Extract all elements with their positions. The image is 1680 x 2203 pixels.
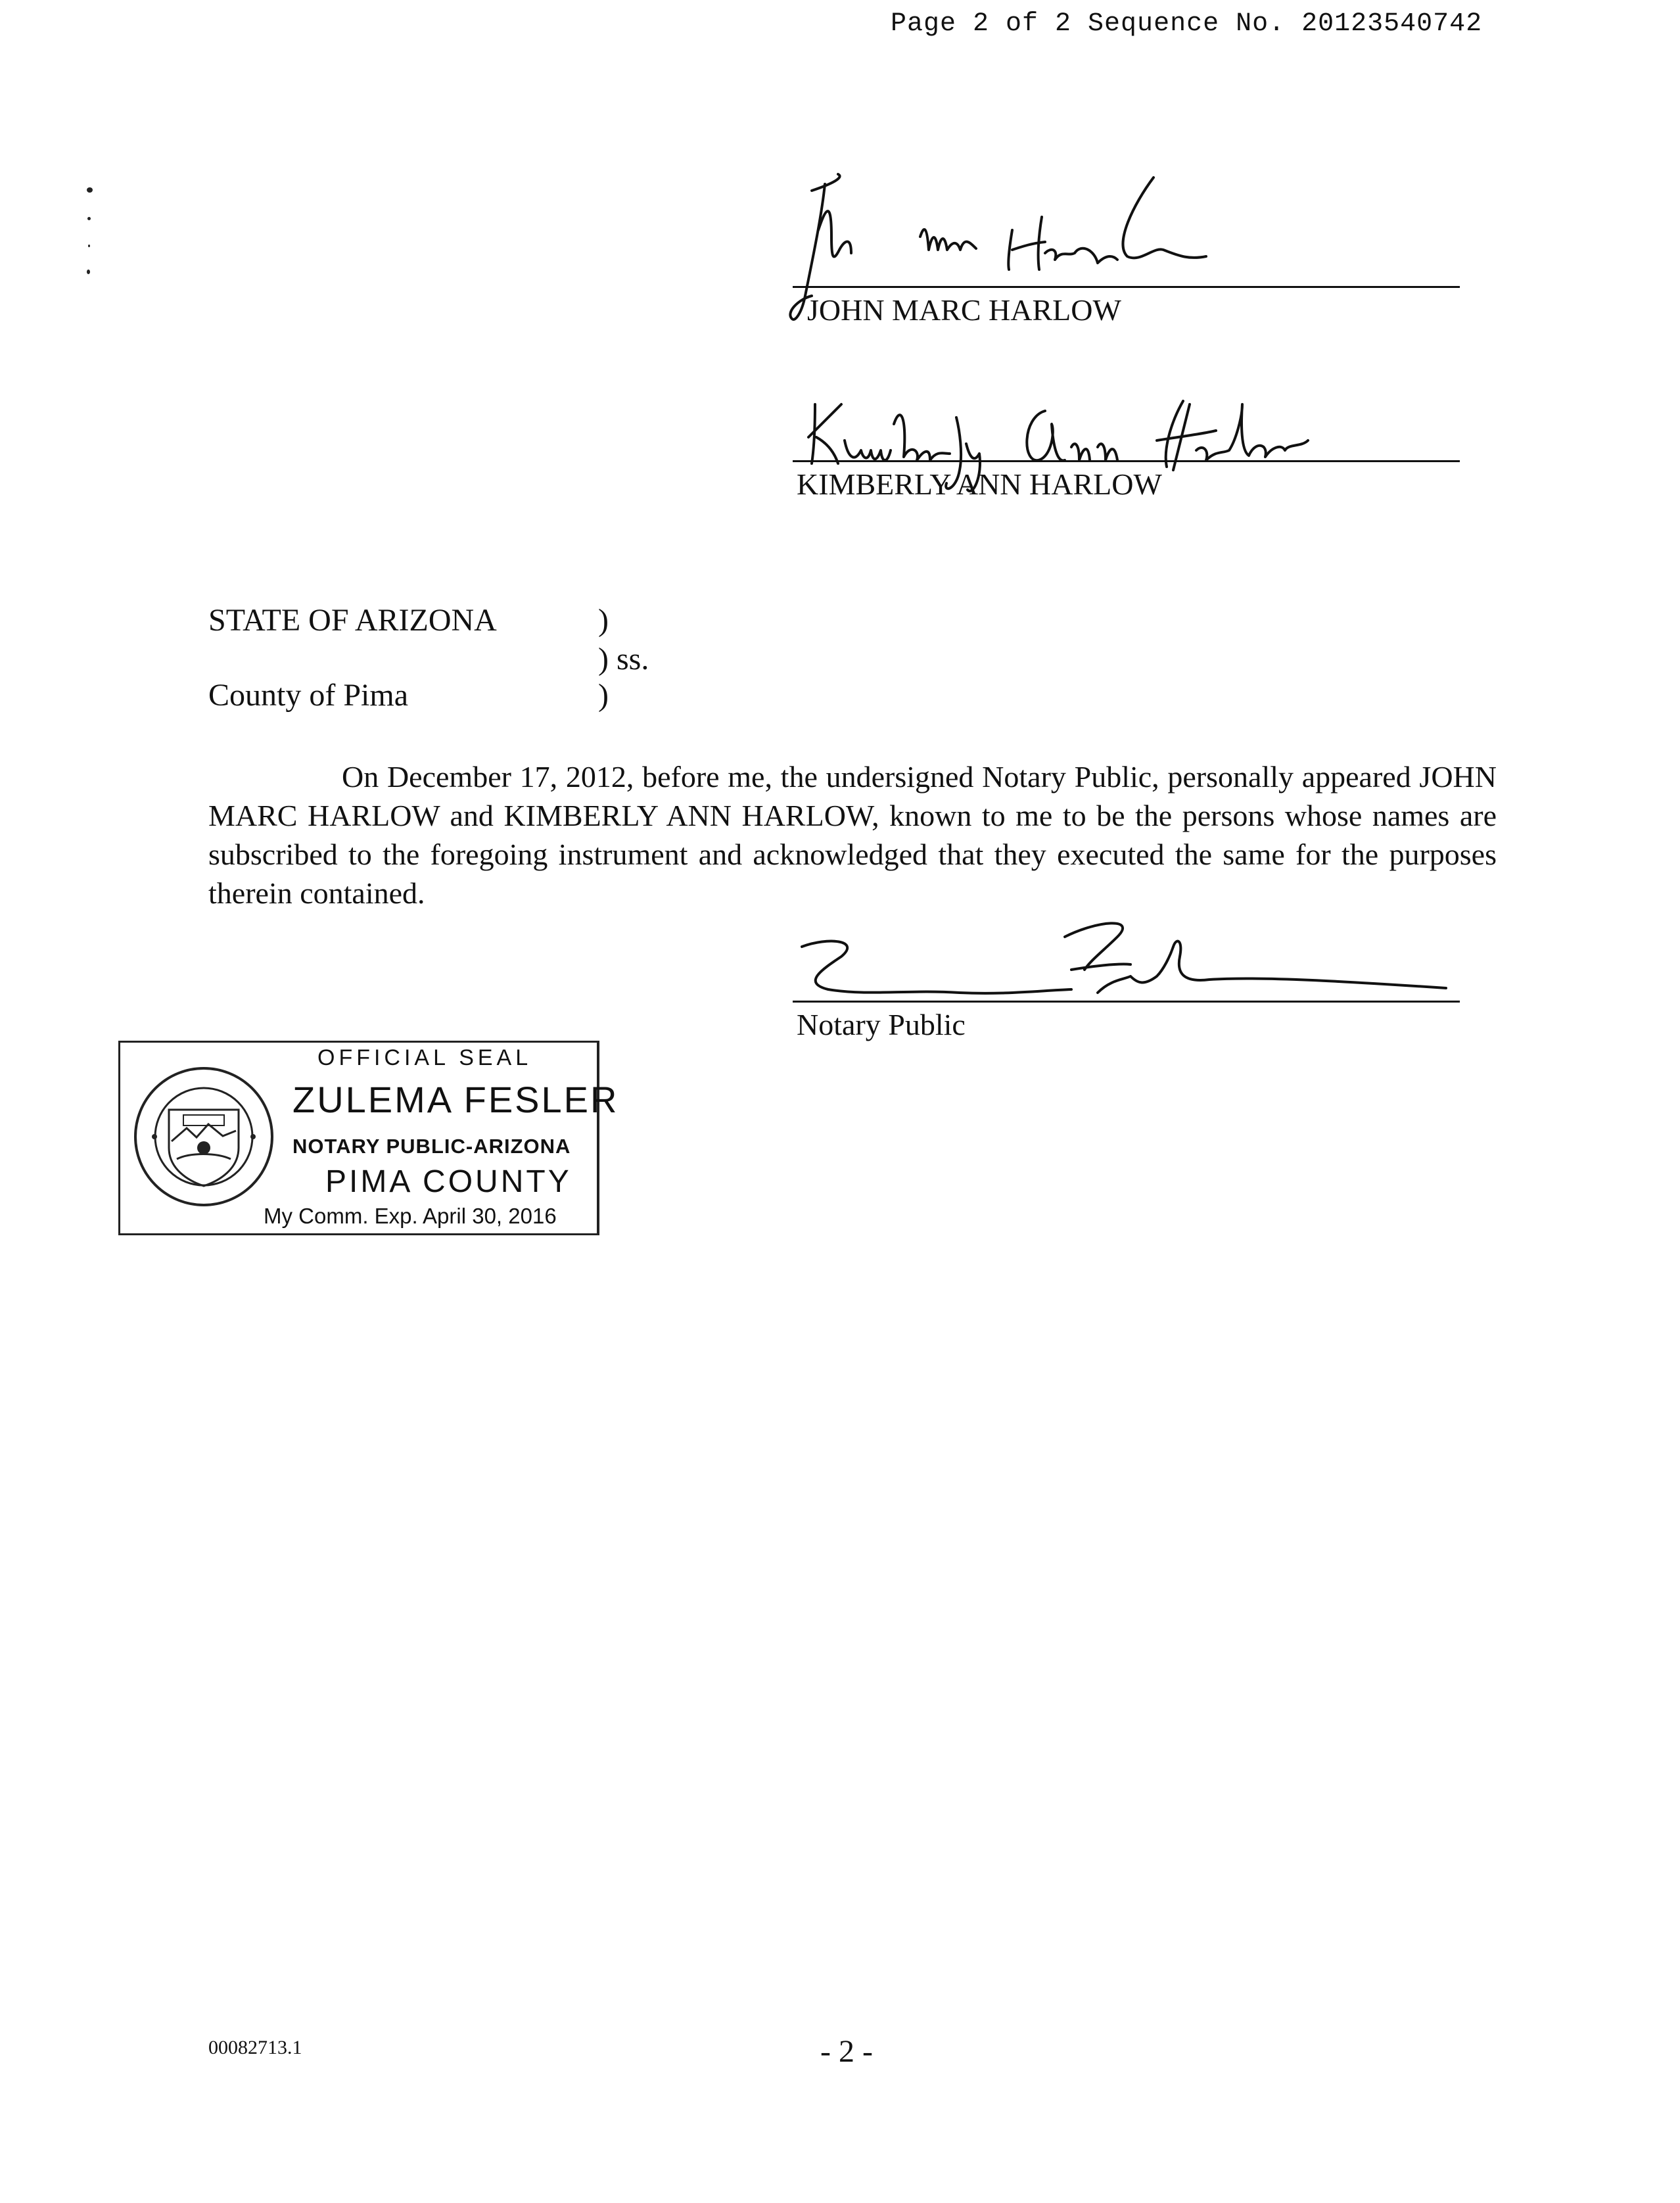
venue-county: County of Pima	[208, 678, 409, 713]
venue-paren-ss: ) ss.	[598, 642, 649, 676]
venue-paren-top: )	[598, 603, 609, 638]
signature-line-1	[793, 286, 1460, 288]
stamp-notary-public-arizona: NOTARY PUBLIC-ARIZONA	[292, 1135, 571, 1158]
stamp-title: OFFICIAL SEAL	[317, 1045, 532, 1070]
acknowledgment-paragraph	[208, 757, 1497, 912]
margin-speck	[87, 187, 93, 193]
venue-state: STATE OF ARIZONA	[208, 603, 497, 638]
stamp-county: PIMA COUNTY	[325, 1164, 572, 1199]
notary-stamp	[118, 1041, 619, 1235]
signer-name-john: JOHN MARC HARLOW	[807, 293, 1121, 327]
page-header: Page 2 of 2 Sequence No. 20123540742	[891, 9, 1483, 39]
signer-name-kimberly: KIMBERLY ANN HARLOW	[797, 467, 1162, 501]
margin-speck	[87, 217, 91, 220]
margin-speck	[87, 270, 90, 274]
arizona-state-seal-icon	[131, 1064, 277, 1210]
signature-line-2	[793, 460, 1460, 462]
notary-signature	[789, 911, 1466, 1022]
venue-paren-bottom: )	[598, 678, 609, 713]
stamp-notary-name: ZULEMA FESLER	[292, 1079, 619, 1120]
document-number: 00082713.1	[208, 2037, 302, 2058]
notary-label: Notary Public	[797, 1008, 966, 1041]
stamp-commission-expiration: My Comm. Exp. April 30, 2016	[264, 1204, 557, 1228]
acknowledgment-text: On December 17, 2012, before me, the undersigned Notary Public, personally appeared JOHN MARC HARLOW and KIMBERLY ANN HARLOW, known to me to be the persons whose names are subscribed to the foregoing instrument and acknowledged that they executed the same for the purposes therein contained.	[208, 760, 1497, 910]
margin-speck	[88, 245, 90, 247]
notary-signature-line	[793, 1001, 1460, 1003]
page-number: - 2 -	[820, 2034, 873, 2069]
